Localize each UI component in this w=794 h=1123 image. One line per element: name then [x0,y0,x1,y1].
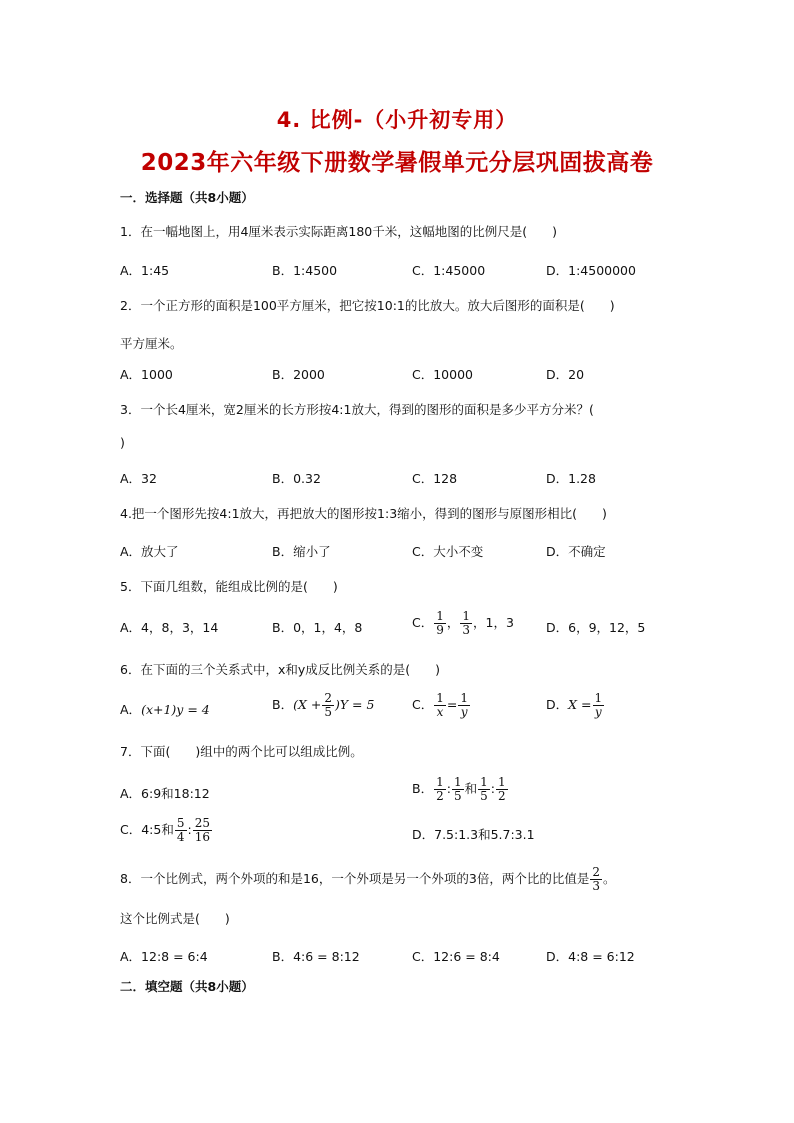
q8-option-a: A．12:8 = 6:4 [120,949,208,964]
question-2-cont: 平方厘米。 [120,336,183,351]
q6-option-a: A．(x+1)y = 4 [120,702,210,717]
question-2: 2．一个正方形的面积是100平方厘米，把它按10:1的比放大。放大后图形的面积是( ) [120,298,615,313]
q2-option-c: C．10000 [412,367,473,382]
fraction: $\frac{1}{3}$ [462,609,471,637]
question-4: 4.把一个图形先按4:1放大，再把放大的图形按1:3缩小，得到的图形与原图形相比( ) [120,506,607,521]
q5-option-c: C． $\frac{1}{9}$ ， $\frac{1}{3}$ ，1，3 [412,609,514,637]
q1-option-b: B．1:4500 [272,263,338,278]
q4-option-b: B．缩小了 [272,544,331,559]
fraction: $\frac{1}{5}$ [453,775,462,803]
q7-option-a: A．6:9和18:12 [120,786,210,801]
q3-option-c: C．128 [412,471,458,486]
section-heading-choice: 一．选择题（共8小题） [120,190,254,205]
q5-option-a: A．4，8，3，14 [120,620,219,635]
question-8-cont: 这个比例式是( ) [120,911,230,926]
fraction: $\frac{1}{2}$ [436,775,444,803]
q6-option-b: B．(X + $\frac{2}{5}$ )Y = 5 [272,691,375,719]
question-3-cont: ) [120,435,125,450]
q8-option-c: C．12:6 = 8:4 [412,949,500,964]
question-7: 7．下面( )组中的两个比可以组成比例。 [120,744,363,759]
question-8: 8．一个比例式，两个外项的和是16，一个外项是另一个外项的3倍，两个比的比值是 $\frac{2}{3}$ 。 [120,865,616,893]
q4-option-c: C．大小不变 [412,544,484,559]
q2-option-b: B．2000 [272,367,325,382]
q7-option-c: C．4:5和 $\frac{5}{4}$ : $\frac{25}{16}$ [120,816,210,844]
q3-option-a: A．32 [120,471,157,486]
question-1: 1．在一幅地图上，用4厘米表示实际距离180千米，这幅地图的比例尺是( ) [120,224,558,239]
q6-option-c: C． $\frac{1}{x}$ = $\frac{1}{y}$ [412,691,468,719]
q6-option-d: D．X = $\frac{1}{y}$ [546,691,603,719]
q1-option-a: A．1:45 [120,263,170,278]
question-5: 5．下面几组数，能组成比例的是( ) [120,579,338,594]
fraction: $\frac{1}{2}$ [497,775,506,803]
q3-option-d: D．1.28 [546,471,596,486]
fraction: $\frac{1}{y}$ [460,691,468,719]
fraction: $\frac{25}{16}$ [194,816,210,844]
q2-option-a: A．1000 [120,367,173,382]
q1-option-d: D．1:4500000 [546,263,636,278]
question-6: 6．在下面的三个关系式中，x和y成反比例关系的是( ) [120,662,441,677]
q5-option-b: B．0，1，4，8 [272,620,363,635]
q3-option-b: B．0.32 [272,471,321,486]
q7-option-b: B． $\frac{1}{2}$ : $\frac{1}{5}$ 和 $\frac{1}{5}$ : $\frac{1}{2}$ [412,775,506,803]
fraction: $\frac{5}{4}$ [176,816,185,844]
q4-option-a: A．放大了 [120,544,179,559]
document-title: 4. 比例-（小升初专用） [276,108,518,132]
fraction: $\frac{1}{x}$ [436,691,444,719]
fraction: $\frac{2}{3}$ [592,865,600,893]
q8-option-b: B．4:6 = 8:12 [272,949,360,964]
q4-option-d: D．不确定 [546,544,606,559]
fraction: $\frac{2}{5}$ [324,691,332,719]
q8-option-d: D．4:8 = 6:12 [546,949,635,964]
section-heading-fill: 二．填空题（共8小题） [120,979,254,994]
fraction: $\frac{1}{5}$ [480,775,488,803]
question-3: 3．一个长4厘米，宽2厘米的长方形按4:1放大，得到的图形的面积是多少平方分米？( [120,402,594,417]
q1-option-c: C．1:45000 [412,263,486,278]
fraction: $\frac{1}{9}$ [436,609,444,637]
q7-option-d: D．7.5:1.3和5.7:3.1 [412,827,535,842]
fraction: $\frac{1}{y}$ [594,691,603,719]
document-subtitle: 2023年六年级下册数学暑假单元分层巩固拔高卷 [140,150,654,176]
q2-option-d: D．20 [546,367,585,382]
q5-option-d: D．6，9，12，5 [546,620,646,635]
